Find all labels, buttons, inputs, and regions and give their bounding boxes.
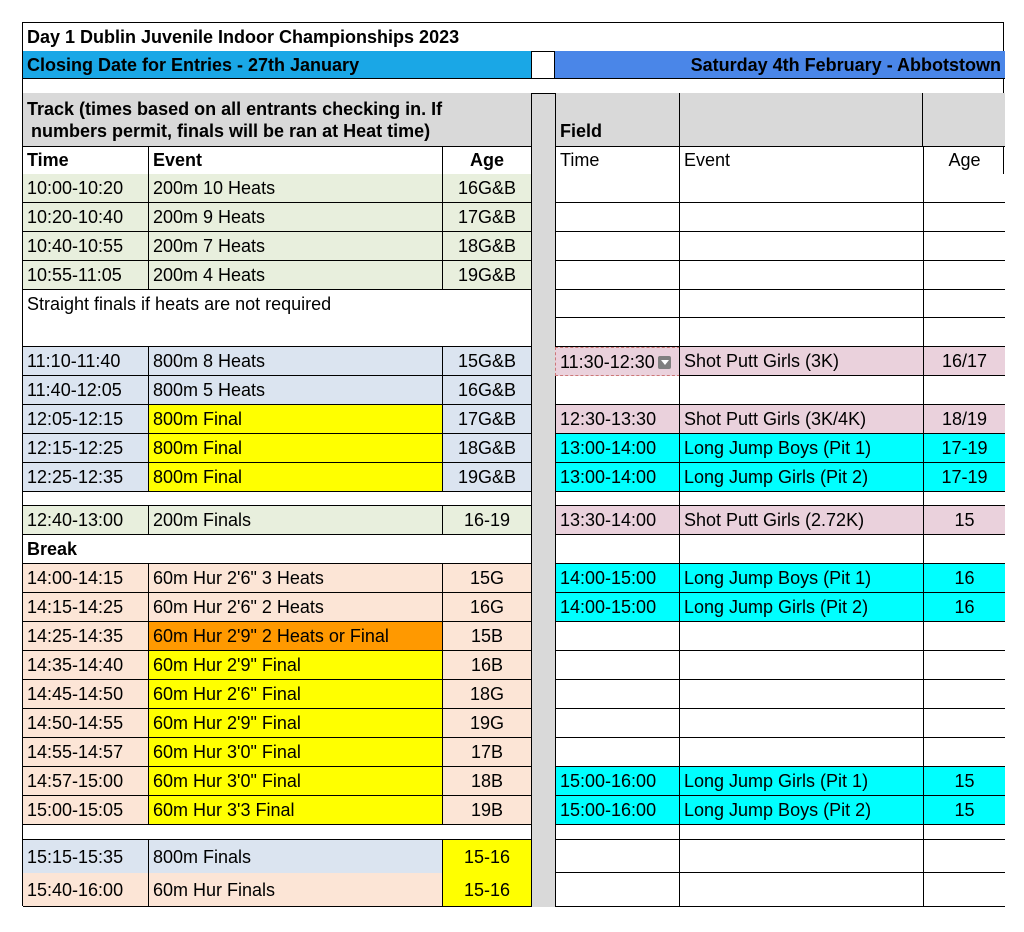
track-row-age[interactable]: 16G [442,593,532,622]
track-row-age[interactable]: 15-16 [442,873,532,907]
field-row-event[interactable]: Long Jump Boys (Pit 1) [679,564,924,593]
field-row-time[interactable]: 13:00-14:00 [555,434,680,463]
field-empty-cell[interactable] [923,825,1005,840]
field-empty-cell[interactable] [679,232,924,261]
field-row-age[interactable]: 16 [923,593,1005,622]
field-empty-cell[interactable] [923,174,1005,203]
track-spacer-row[interactable] [23,825,532,840]
field-row-event[interactable]: Long Jump Girls (Pit 1) [679,767,924,796]
field-empty-cell[interactable] [555,492,680,506]
break-label[interactable]: Break [23,535,532,564]
track-row-time[interactable]: 14:55-14:57 [23,738,149,767]
track-row-time[interactable]: 14:00-14:15 [23,564,149,593]
track-row-age[interactable]: 16-19 [442,506,532,535]
track-col-time[interactable]: Time [23,146,149,175]
closing-date-banner[interactable]: Closing Date for Entries - 27th January [23,51,532,79]
track-row-event[interactable]: 60m Hur 3'0" Final [148,738,443,767]
banner-gap [532,51,555,79]
field-row-age[interactable]: 17-19 [923,434,1005,463]
field-heading: Field [560,121,603,141]
track-row-time[interactable]: 14:25-14:35 [23,622,149,651]
track-empty-row[interactable] [23,318,532,347]
track-row-event[interactable]: 60m Hur 2'6" 3 Heats [148,564,443,593]
field-empty-cell[interactable] [555,825,680,840]
field-row-time[interactable]: 11:30-12:30 [555,347,680,376]
field-empty-cell[interactable] [555,738,680,767]
track-row-event[interactable]: 200m Finals [148,506,443,535]
track-row-age[interactable]: 18B [442,767,532,796]
track-row-event[interactable]: 200m 10 Heats [148,174,443,203]
field-empty-cell[interactable] [555,376,680,405]
track-row-age[interactable]: 16G&B [442,376,532,405]
field-empty-cell[interactable] [555,535,680,564]
field-row-event[interactable]: Long Jump Boys (Pit 1) [679,434,924,463]
field-empty-cell[interactable] [679,376,924,405]
track-row-time[interactable]: 10:55-11:05 [23,261,149,290]
track-row-age[interactable]: 19G&B [442,463,532,492]
track-row-age[interactable]: 17G&B [442,203,532,232]
field-empty-cell[interactable] [555,318,680,347]
track-row-age[interactable]: 15G [442,564,532,593]
field-row-age[interactable]: 16 [923,564,1005,593]
track-row-time[interactable]: 15:15-15:35 [23,840,149,874]
field-empty-cell[interactable] [679,825,924,840]
track-row-time[interactable]: 11:40-12:05 [23,376,149,405]
field-row-event[interactable]: Shot Putt Girls (3K) [679,347,924,376]
field-empty-cell[interactable] [923,290,1005,318]
field-empty-cell[interactable] [679,622,924,651]
track-row-time[interactable]: 15:00-15:05 [23,796,149,825]
track-row-event[interactable]: 60m Hur 3'3 Final [148,796,443,825]
field-empty-cell[interactable] [679,492,924,506]
field-empty-cell[interactable] [555,174,680,203]
field-empty-cell[interactable] [923,232,1005,261]
field-empty-cell[interactable] [679,174,924,203]
track-row-age[interactable]: 16B [442,651,532,680]
track-row-time[interactable]: 12:05-12:15 [23,405,149,434]
field-empty-cell[interactable] [923,873,1005,907]
track-row-age[interactable]: 15G&B [442,347,532,376]
track-row-age[interactable]: 19G [442,709,532,738]
field-row-event[interactable]: Shot Putt Girls (2.72K) [679,506,924,535]
track-row-time[interactable]: 10:00-10:20 [23,174,149,203]
track-row-age[interactable]: 19G&B [442,261,532,290]
track-row-age[interactable]: 19B [442,796,532,825]
track-row-event[interactable]: 800m Final [148,463,443,492]
track-row-time[interactable]: 14:57-15:00 [23,767,149,796]
track-heading-line1: Track (times based on all entrants checking in. If [27,98,443,119]
field-col-age[interactable]: Age [923,146,1005,175]
track-row-time[interactable]: 11:10-11:40 [23,347,149,376]
track-row-event[interactable]: 60m Hur 2'6" Final [148,680,443,709]
track-row-event[interactable]: 60m Hur 2'9" 2 Heats or Final [148,622,443,651]
field-empty-cell[interactable] [679,203,924,232]
field-row-time[interactable]: 13:30-14:00 [555,506,680,535]
field-empty-cell[interactable] [679,738,924,767]
track-row-event[interactable]: 60m Hur 2'6" 2 Heats [148,593,443,622]
field-empty-cell[interactable] [679,318,924,347]
field-empty-cell[interactable] [555,290,680,318]
track-row-time[interactable]: 12:40-13:00 [23,506,149,535]
straight-finals-note[interactable]: Straight finals if heats are not required [23,290,532,319]
field-empty-cell[interactable] [679,840,924,873]
field-empty-cell[interactable] [923,203,1005,232]
field-empty-cell[interactable] [555,232,680,261]
field-empty-cell[interactable] [555,261,680,290]
track-row-event[interactable]: 800m Final [148,434,443,463]
field-row-event[interactable]: Long Jump Girls (Pit 2) [679,463,924,492]
track-row-event[interactable]: 200m 4 Heats [148,261,443,290]
field-empty-cell[interactable] [679,680,924,709]
track-row-time[interactable]: 14:35-14:40 [23,651,149,680]
spreadsheet [22,22,1004,906]
field-empty-cell[interactable] [679,709,924,738]
track-row-age[interactable]: 16G&B [442,174,532,203]
field-row-age[interactable]: 15 [923,506,1005,535]
track-row-event[interactable]: 800m Finals [148,840,443,874]
field-row-age[interactable]: 16/17 [923,347,1005,376]
field-empty-cell[interactable] [923,680,1005,709]
separator-column [532,94,555,907]
field-row-event[interactable]: Shot Putt Girls (3K/4K) [679,405,924,434]
field-row-age[interactable]: 15 [923,796,1005,825]
field-empty-cell[interactable] [923,651,1005,680]
track-row-time[interactable]: 14:50-14:55 [23,709,149,738]
track-row-age[interactable]: 17G&B [442,405,532,434]
field-row-time[interactable]: 12:30-13:30 [555,405,680,434]
track-row-event[interactable]: 60m Hur Finals [148,873,443,907]
track-row-time[interactable]: 12:25-12:35 [23,463,149,492]
field-empty-cell[interactable] [679,873,924,907]
track-row-time[interactable]: 14:15-14:25 [23,593,149,622]
track-row-event[interactable]: 60m Hur 3'0" Final [148,767,443,796]
track-row-time[interactable]: 10:20-10:40 [23,203,149,232]
track-heading[interactable] [23,93,532,147]
field-empty-cell[interactable] [555,651,680,680]
track-row-event[interactable]: 800m Final [148,405,443,434]
field-row-time[interactable]: 15:00-16:00 [555,767,680,796]
track-row-event[interactable]: 200m 7 Heats [148,232,443,261]
field-empty-cell[interactable] [923,709,1005,738]
track-row-age[interactable]: 18G&B [442,434,532,463]
track-row-age[interactable]: 17B [442,738,532,767]
field-empty-cell[interactable] [679,651,924,680]
field-empty-cell[interactable] [923,535,1005,564]
field-empty-cell[interactable] [923,840,1005,873]
field-col-event[interactable]: Event [679,146,924,175]
field-row-age[interactable]: 15 [923,767,1005,796]
track-row-time[interactable]: 12:15-12:25 [23,434,149,463]
track-heading-line2: numbers permit, finals will be ran at Heat time) [31,120,431,141]
field-empty-cell[interactable] [555,680,680,709]
field-row-age[interactable]: 18/19 [923,405,1005,434]
field-empty-cell[interactable] [555,622,680,651]
track-row-event[interactable]: 60m Hur 2'9" Final [148,651,443,680]
field-empty-cell[interactable] [555,709,680,738]
field-empty-cell[interactable] [555,203,680,232]
field-empty-cell[interactable] [679,535,924,564]
field-empty-cell[interactable] [923,622,1005,651]
field-empty-cell[interactable] [923,261,1005,290]
field-row-time[interactable]: 15:00-16:00 [555,796,680,825]
page-title[interactable]: Day 1 Dublin Juvenile Indoor Championships 2023 [23,23,1005,52]
track-row-age[interactable]: 18G&B [442,232,532,261]
track-row-time[interactable]: 10:40-10:55 [23,232,149,261]
field-row-event[interactable]: Long Jump Boys (Pit 2) [679,796,924,825]
track-row-event[interactable]: 60m Hur 2'9" Final [148,709,443,738]
track-row-event[interactable]: 800m 8 Heats [148,347,443,376]
track-row-age[interactable]: 18G [442,680,532,709]
track-row-age[interactable]: 15-16 [442,840,532,874]
field-empty-cell[interactable] [679,261,924,290]
track-spacer-row[interactable] [23,492,532,506]
field-row-time[interactable]: 14:00-15:00 [555,593,680,622]
track-row-event[interactable]: 200m 9 Heats [148,203,443,232]
field-heading-col2 [679,93,923,147]
field-empty-cell[interactable] [555,840,680,873]
track-row-time[interactable]: 14:45-14:50 [23,680,149,709]
field-row-time[interactable]: 14:00-15:00 [555,564,680,593]
dropdown-arrow-icon[interactable] [658,356,671,369]
track-col-event[interactable]: Event [148,146,443,175]
track-row-time[interactable]: 15:40-16:00 [23,873,149,907]
field-empty-cell[interactable] [923,492,1005,506]
field-empty-cell[interactable] [923,376,1005,405]
field-row-age[interactable]: 17-19 [923,463,1005,492]
field-empty-cell[interactable] [923,318,1005,347]
event-date-banner[interactable]: Saturday 4th February - Abbotstown [555,51,1005,79]
field-row-time[interactable]: 13:00-14:00 [555,463,680,492]
field-empty-cell[interactable] [555,873,680,907]
track-row-event[interactable]: 800m 5 Heats [148,376,443,405]
field-empty-cell[interactable] [923,738,1005,767]
track-col-age[interactable]: Age [442,146,532,175]
field-row-event[interactable]: Long Jump Girls (Pit 2) [679,593,924,622]
field-col-time[interactable]: Time [555,146,680,175]
field-empty-cell[interactable] [679,290,924,318]
track-row-age[interactable]: 15B [442,622,532,651]
